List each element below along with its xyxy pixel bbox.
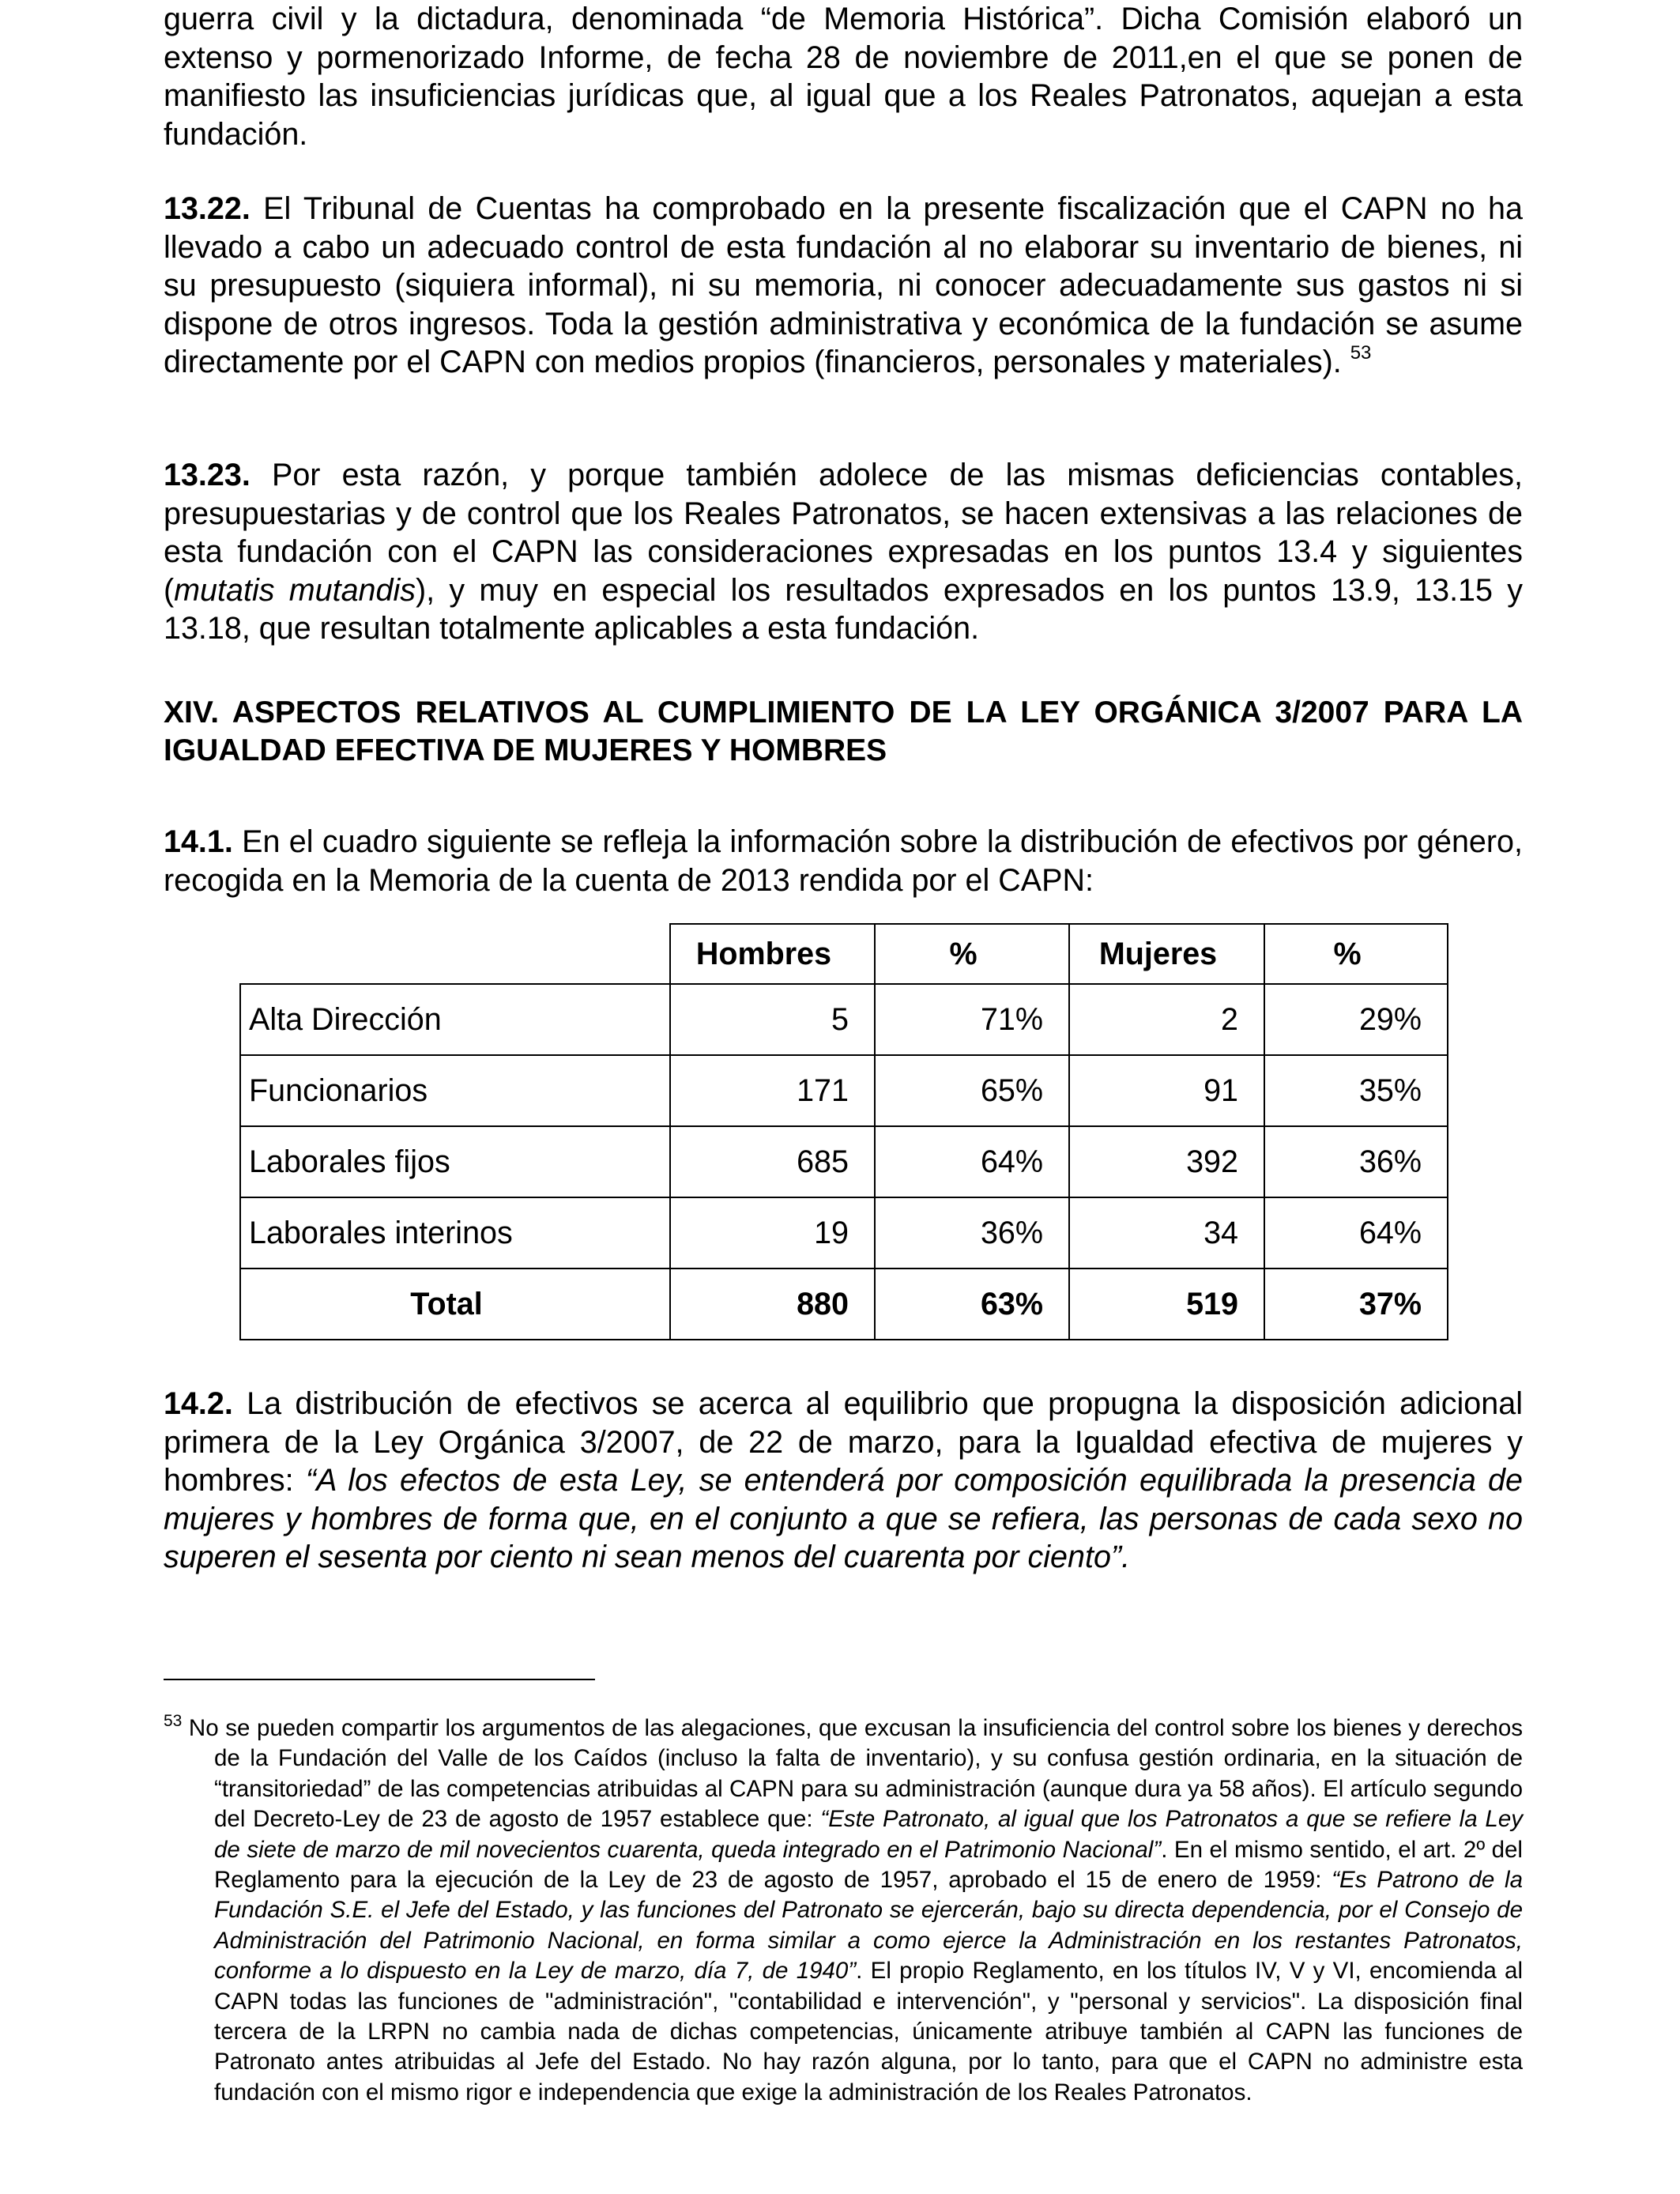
paragraph-text: El Tribunal de Cuentas ha comprobado en la presente fiscalización que el CAPN no ha llevado a cabo un adecuado control de esta fundación al no elaborar su inventario de bienes, ni su presupuesto (siquiera informal), ni su memoria, ni conocer adecuadamente sus gastos ni si dispone de otros ingresos. Toda la gestión administrativa y económica de la fundación se asume directamente por el CAPN con medios propios (financieros, personales y materiales). [164,191,1523,379]
cell-value: 36% [875,1197,1069,1269]
total-label: Total [240,1269,670,1340]
cell-value: 71% [875,984,1069,1055]
paragraph-text: En el cuadro siguiente se refleja la información sobre la distribución de efectivos por género, recogida en la Memoria de la cuenta de 2013 rendida por el CAPN: [164,824,1523,898]
column-header: % [875,924,1069,984]
paragraph-intro-text: guerra civil y la dictadura, denominada “de Memoria Histórica”. Dicha Comisión elaboró un extenso y pormenorizado Informe, de fecha 28 de noviembre de 2011,en el que se ponen de manifiesto las insuficiencias jurídicas que, al igual que a los Reales Patronatos, aquejan a esta fundación. [164,2,1523,152]
cell-value: 64% [1264,1197,1448,1269]
cell-value: 392 [1069,1126,1264,1197]
cell-value: 685 [670,1126,875,1197]
table-row [240,984,1448,1055]
table-total-row [240,1269,1448,1340]
paragraph-14-2 [164,1385,1523,1577]
paragraph-text: Por esta razón, y porque también adolece de las mismas deficiencias contables, presupuestarias y de control que los Reales Patronatos, se hacen extensivas a las relaciones de esta fundación con el CAPN las consideraciones expresadas en los puntos 13.4 y siguientes ( [164,458,1523,608]
row-label: Laborales fijos [240,1126,670,1197]
total-value: 37% [1264,1269,1448,1340]
cell-value: 35% [1264,1055,1448,1126]
row-label: Alta Dirección [240,984,670,1055]
total-value: 519 [1069,1269,1264,1340]
column-header: Hombres [670,924,875,984]
footnote-53 [164,1713,1523,2108]
total-value: 63% [875,1269,1069,1340]
cell-value: 29% [1264,984,1448,1055]
cell-value: 91 [1069,1055,1264,1126]
footnote-quote: “Este Patronato, al igual que los Patronatos a que se refiere la Ley de siete de marzo de mil novecientos cuarenta, queda integrado en el Patrimonio Nacional” [214,1806,1523,1863]
row-label: Funcionarios [240,1055,670,1126]
column-header: Mujeres [1069,924,1264,984]
paragraph-text: ), y muy en especial los resultados expresados en los puntos 13.9, 13.15 y 13.18, que resultan totalmente aplicables a esta fundación. [164,572,1523,646]
footnote-quote: “Es Patrono de la Fundación S.E. el Jefe del Estado, y las funciones del Patronato se ejercerán, bajo su directa dependencia, por el Consejo de Administración del Patrimonio Nacional, en forma similar a como ejerce la Administración en los restantes Patronatos, conforme a lo dispuesto en la Ley de marzo, día 7, de 1940” [214,1867,1523,1985]
cell-value: 19 [670,1197,875,1269]
footnote-body [164,1713,1523,2108]
latin-phrase: mutatis mutandis [174,572,416,608]
cell-value: 65% [875,1055,1069,1126]
cell-value: 36% [1264,1126,1448,1197]
paragraph-13-22 [164,190,1523,382]
footnote-reference[interactable]: 53 [1350,341,1372,364]
total-value: 880 [670,1269,875,1340]
footnote-text: No se pueden compartir los argumentos de las alegaciones, que excusan la insuficiencia del control sobre los bienes y derechos de la Fundación del Valle de los Caídos (incluso la falta de inventario), y su confusa gestión ordinaria, en la situación de “transitoriedad” de las competencias atribuidas al CAPN para su administración (aunque dura ya 58 años). El artículo segundo del Decreto-Ley de 23 de agosto de 1957 establece que: [182,1715,1523,1833]
paragraph-14-1 [164,823,1523,899]
cell-value: 171 [670,1055,875,1126]
cell-value: 34 [1069,1197,1264,1269]
section-heading: XIV. ASPECTOS RELATIVOS AL CUMPLIMIENTO DE LA LEY ORGÁNICA 3/2007 PARA LA IGUALDAD EFECTIVA DE MUJERES Y HOMBRES [164,696,1523,767]
legal-quote: “A los efectos de esta Ley, se entenderá por composición equilibrada la presencia de mujeres y hombres de forma que, en el conjunto a que se refiera, las personas de cada sexo no superen el sesenta por ciento ni sean menos del cuarenta por ciento”. [164,1463,1523,1574]
cell-value: 5 [670,984,875,1055]
paragraph-text: La distribución de efectivos se acerca al equilibrio que propugna la disposición adicional primera de la Ley Orgánica 3/2007, de 22 de marzo, para la Igualdad efectiva de mujeres y hombres: [164,1386,1523,1498]
table-row [240,1126,1448,1197]
table-row [240,1055,1448,1126]
cell-value: 2 [1069,984,1264,1055]
row-label: Laborales interinos [240,1197,670,1269]
footnote-text: . En el mismo sentido, el art. 2º del Reglamento para la ejecución de la Ley de 23 de agosto de 1957, aprobado el 15 de enero de 1959: [214,1836,1523,1894]
paragraph-number: 14.1. [164,824,233,859]
paragraph-number: 14.2. [164,1386,233,1421]
paragraph-number: 13.22. [164,191,250,226]
paragraph-number: 13.23. [164,458,250,492]
footnote-marker: 53 [164,1712,183,1731]
cell-value: 64% [875,1126,1069,1197]
paragraph-intro [164,0,1523,153]
footnote-text: . El propio Reglamento, en los títulos IV, V y VI, encomienda al CAPN todas las funciones de "administración", "contabilidad e intervención", y "personal y servicios". La disposición final tercera de la LRPN no cambia nada de dichas competencias, únicamente atribuye también al CAPN las funciones de Patronato antes atribuidas al Jefe del Estado. No hay razón alguna, por lo tanto, para que el CAPN no administre esta fundación con el mismo rigor e independencia que exige la administración de los Reales Patronatos. [214,1958,1523,2105]
column-header: % [1264,924,1448,984]
staff-gender-table [239,923,1448,1340]
table-row [240,1197,1448,1269]
paragraph-13-23 [164,456,1523,648]
table-header-row [240,924,1448,984]
footnote-separator [164,1679,595,1680]
table-corner [240,924,670,984]
